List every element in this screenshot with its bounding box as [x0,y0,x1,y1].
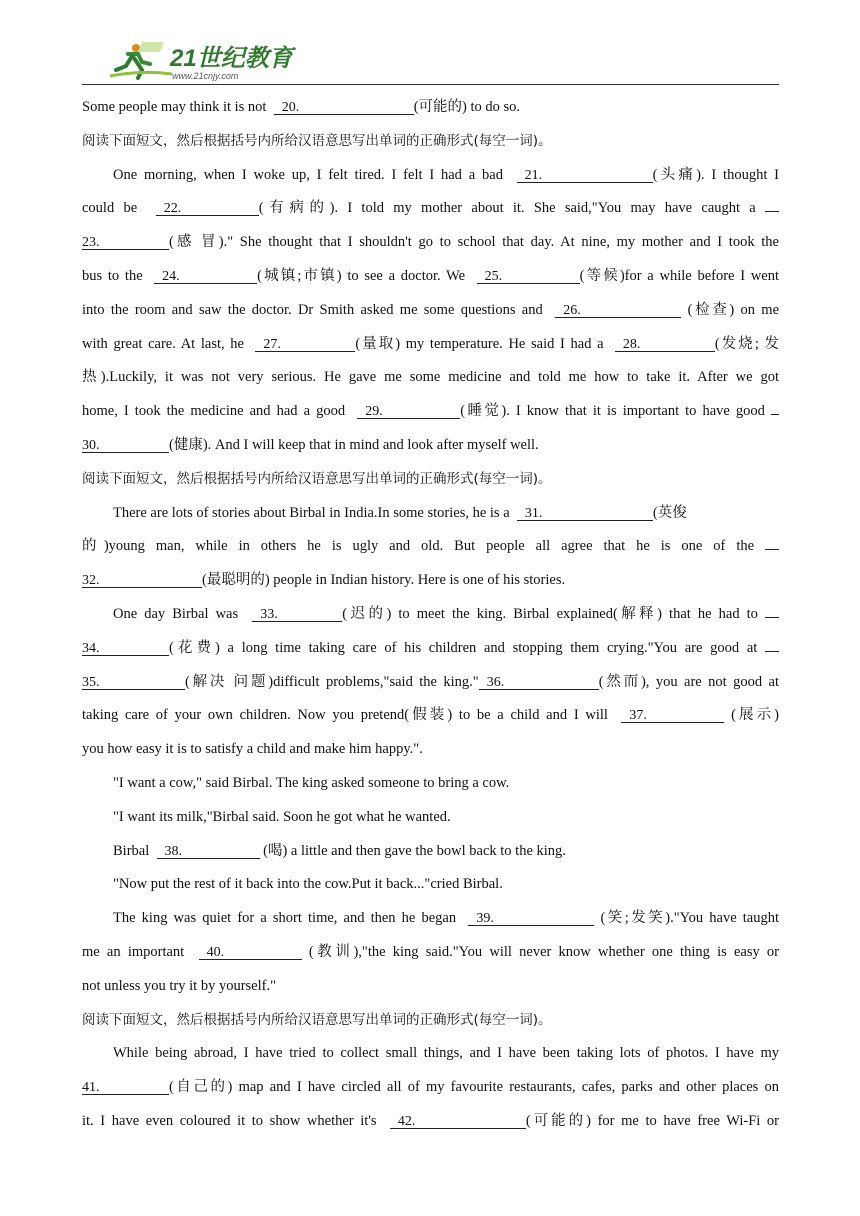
text-line: 23. (感 冒)." She thought that I shouldn't go to school that day. At nine, my mother and I took the [82,234,779,251]
answer-blank-27[interactable]: 27. [255,337,355,352]
exercise-content [82,91,779,1139]
page-header [82,36,780,86]
answer-blank-40[interactable]: 40. [199,945,302,960]
answer-blank-32[interactable]: 32. [82,573,202,588]
instruction-text: 阅读下面短文，然后根据括号内所给汉语意思写出单词的正确形式(每空一词)。 [82,1011,552,1028]
answer-blank-22[interactable]: 22. [156,201,259,216]
text-line: 32. (最聪明的) people in Indian history. Here is one of his stories. [82,572,566,589]
answer-blank-36[interactable]: 36. [479,675,599,690]
text-line: 41. (自己的) map and I have circled all of my favourite restaurants, cafes, parks and other places on [82,1079,779,1096]
text-line: There are lots of stories about Birbal in India.In some stories, he is a 31. (英俊 [113,504,687,521]
text-line: me an important 40. (教训),"the king said."You will never know whether one thing is easy or [82,943,779,960]
text-line: 35. (解决 问题)difficult problems,"said the king." 36. (然而), you are not good at [82,673,779,690]
answer-blank-25[interactable]: 25. [477,269,580,284]
text-line: 30. (健康). And I will keep that in mind and look after myself well. [82,436,539,453]
svg-text:21世纪教育: 21世纪教育 [170,45,293,72]
text-line: Birbal 38. (喝) a little and then gave the bowl back to the king. [113,842,566,859]
text-line: One day Birbal was 33. (迟的) to meet the king. Birbal explained(解释) that he had to [82,598,779,632]
answer-blank-21[interactable]: 21. [517,168,653,183]
answer-blank-42[interactable]: 42. [390,1114,526,1129]
header-rule [82,84,779,85]
text-line: 的)young man, while in others he is ugly and old. But people all agree that he is one of the [82,530,779,564]
text-line: bus to the 24. (城镇;市镇) to see a doctor. We 25. (等候)for a while before I went [82,267,779,284]
text-line: with great care. At last, he 27. (量取) my temperature. He said I had a 28. (发烧; 发 [82,335,779,352]
text-line: not unless you try it by yourself." [82,977,277,994]
text-line: Some people may think it is not 20. (可能的) to do so. [82,99,521,115]
text-line: "Now put the rest of it back into the cow.Put it back..."cried Birbal. [113,876,503,893]
instruction-text: 阅读下面短文，然后根据括号内所给汉语意思写出单词的正确形式(每空一词)。 [82,470,552,487]
text-line: you how easy it is to satisfy a child and make him happy.". [82,741,423,758]
answer-blank-38[interactable]: 38. [157,844,260,859]
text-line: "I want its milk,"Birbal said. Soon he got what he wanted. [113,808,451,825]
answer-blank-35[interactable]: 35. [82,675,185,690]
text-line: 热).Luckily, it was not very serious. He gave me some medicine and told me how to take it. After we got [82,369,779,386]
text-line: While being abroad, I have tried to collect small things, and I have been taking lots of photos. I have my [113,1045,779,1062]
answer-blank-30[interactable]: 30. [82,438,169,453]
answer-blank-33[interactable]: 33. [252,607,342,622]
text-line: it. I have even coloured it to show whether it's 42. (可能的) for me to have free Wi-Fi or [82,1112,779,1129]
text-line: could be 22. (有病的). I told my mother about it. She said,"You may have caught a [82,192,779,226]
text-line: home, I took the medicine and had a good 29. (睡觉). I know that it is important to have good [82,395,779,429]
answer-blank-26[interactable]: 26. [555,303,681,318]
instruction-text: 阅读下面短文，然后根据括号内所给汉语意思写出单词的正确形式(每空一词)。 [82,132,552,149]
answer-blank-39[interactable]: 39. [468,911,594,926]
21cnjy-logo [102,40,352,82]
text-line: "I want a cow," said Birbal. The king asked someone to bring a cow. [113,774,510,791]
answer-blank-28[interactable]: 28. [615,337,715,352]
answer-blank-24[interactable]: 24. [154,269,257,284]
answer-blank-34[interactable]: 34. [82,641,169,656]
text-line: The king was quiet for a short time, and then he began 39. (笑;发笑)."You have taught [113,910,779,927]
svg-text:www.21cnjy.com: www.21cnjy.com [172,71,239,81]
answer-blank-29[interactable]: 29. [357,404,460,419]
text-line: One morning, when I woke up, I felt tired. I felt I had a bad 21. (头痛). I thought I [113,166,779,183]
answer-blank-20[interactable]: 20. [274,100,414,115]
text-line: into the room and saw the doctor. Dr Smith asked me some questions and 26. (检查) on me [82,301,779,318]
text-line: 34. (花费) a long time taking care of his children and stopping them crying."You are good at [82,632,779,666]
answer-blank-41[interactable]: 41. [82,1080,169,1095]
answer-blank-31[interactable]: 31. [517,506,653,521]
answer-blank-37[interactable]: 37. [621,708,724,723]
text-line: taking care of your own children. Now you pretend(假装) to be a child and I will 37. (展示) [82,707,779,724]
answer-blank-23[interactable]: 23. [82,235,169,250]
